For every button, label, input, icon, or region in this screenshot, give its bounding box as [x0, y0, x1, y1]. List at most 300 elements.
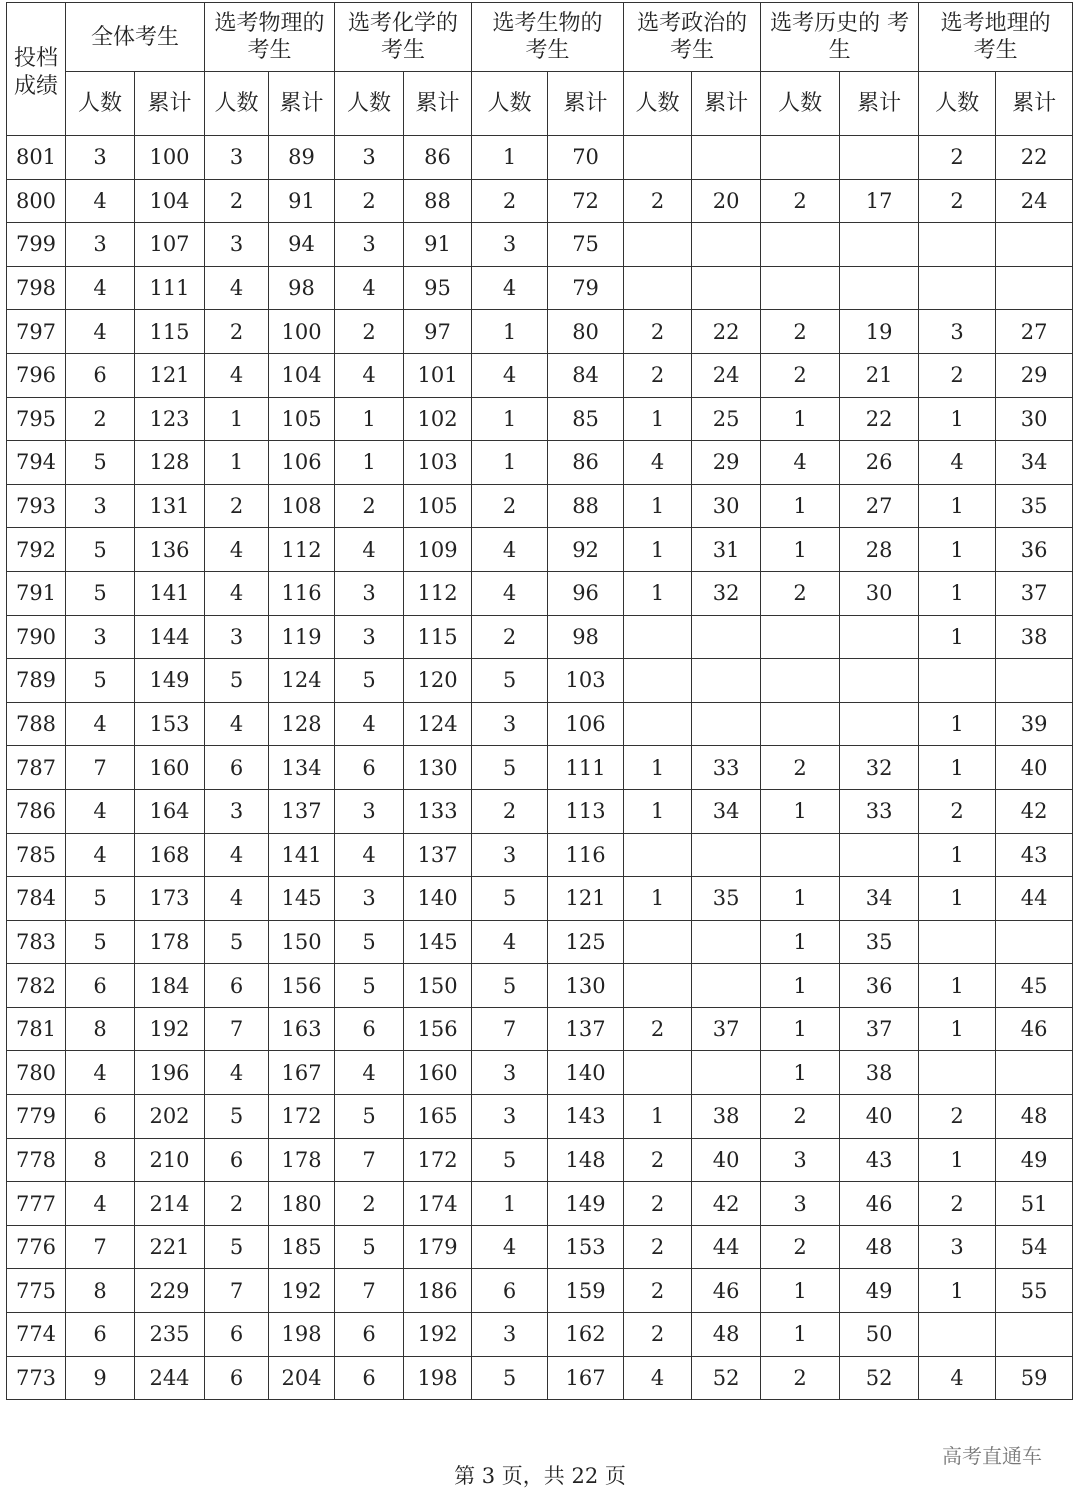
- score-cell: 786: [7, 789, 66, 833]
- table-cell: [840, 833, 919, 877]
- table-cell: 1: [624, 877, 692, 921]
- table-cell: [919, 659, 996, 703]
- table-cell: 143: [548, 1095, 624, 1139]
- header-cumulative: 累计: [404, 72, 472, 136]
- table-cell: 2: [624, 1269, 692, 1313]
- table-cell: 221: [135, 1225, 205, 1269]
- table-cell: 4: [335, 1051, 404, 1095]
- table-cell: 4: [66, 1051, 135, 1095]
- table-cell: 3: [205, 136, 269, 180]
- table-row: [7, 1356, 1073, 1400]
- table-cell: [996, 1313, 1073, 1357]
- table-cell: 31: [692, 528, 761, 572]
- table-cell: 46: [692, 1269, 761, 1313]
- table-cell: 7: [335, 1138, 404, 1182]
- table-cell: 128: [135, 441, 205, 485]
- table-cell: 2: [919, 1095, 996, 1139]
- table-cell: 4: [66, 833, 135, 877]
- table-cell: 5: [472, 1138, 548, 1182]
- table-cell: 6: [66, 964, 135, 1008]
- table-cell: 4: [205, 833, 269, 877]
- table-cell: 125: [548, 920, 624, 964]
- table-cell: [919, 1313, 996, 1357]
- table-cell: 244: [135, 1356, 205, 1400]
- table-cell: 107: [135, 223, 205, 267]
- table-cell: 1: [919, 1007, 996, 1051]
- table-cell: 131: [135, 484, 205, 528]
- table-cell: 1: [472, 310, 548, 354]
- table-cell: 5: [335, 1095, 404, 1139]
- table-cell: 5: [205, 1225, 269, 1269]
- table-cell: 115: [135, 310, 205, 354]
- table-cell: [761, 615, 840, 659]
- table-cell: 48: [840, 1225, 919, 1269]
- table-cell: [624, 659, 692, 703]
- table-cell: 5: [205, 920, 269, 964]
- table-cell: 80: [548, 310, 624, 354]
- table-cell: 5: [472, 877, 548, 921]
- table-cell: 4: [205, 528, 269, 572]
- table-cell: 3: [472, 223, 548, 267]
- table-cell: 2: [761, 353, 840, 397]
- table-cell: 4: [335, 833, 404, 877]
- table-cell: [761, 833, 840, 877]
- table-cell: 6: [66, 353, 135, 397]
- table-cell: 1: [624, 746, 692, 790]
- table-cell: 1: [624, 571, 692, 615]
- table-cell: 148: [548, 1138, 624, 1182]
- table-row: [7, 179, 1073, 223]
- table-cell: 5: [472, 964, 548, 1008]
- table-cell: 136: [135, 528, 205, 572]
- table-cell: 92: [548, 528, 624, 572]
- table-cell: [624, 964, 692, 1008]
- table-cell: 4: [205, 702, 269, 746]
- table-cell: 48: [692, 1313, 761, 1357]
- header-count: 人数: [472, 72, 548, 136]
- table-cell: 145: [404, 920, 472, 964]
- score-cell: 776: [7, 1225, 66, 1269]
- header-score: 投档 成绩: [7, 3, 66, 136]
- score-cell: 780: [7, 1051, 66, 1095]
- table-cell: 179: [404, 1225, 472, 1269]
- table-cell: 88: [548, 484, 624, 528]
- table-cell: 39: [996, 702, 1073, 746]
- table-cell: 4: [66, 1182, 135, 1226]
- table-cell: 5: [205, 1095, 269, 1139]
- table-cell: 6: [335, 1007, 404, 1051]
- table-cell: 153: [135, 702, 205, 746]
- table-cell: 59: [996, 1356, 1073, 1400]
- table-cell: [692, 223, 761, 267]
- header-group-physics: 选考物理的 考生: [205, 3, 335, 72]
- table-cell: 40: [996, 746, 1073, 790]
- table-cell: 35: [840, 920, 919, 964]
- table-cell: [761, 266, 840, 310]
- table-cell: [840, 136, 919, 180]
- table-row: [7, 702, 1073, 746]
- table-cell: 3: [472, 1051, 548, 1095]
- table-row: [7, 1182, 1073, 1226]
- table-cell: 43: [996, 833, 1073, 877]
- table-cell: 101: [404, 353, 472, 397]
- table-cell: 2: [624, 1313, 692, 1357]
- table-cell: 2: [624, 353, 692, 397]
- table-cell: 121: [135, 353, 205, 397]
- table-cell: 109: [404, 528, 472, 572]
- table-cell: 35: [692, 877, 761, 921]
- table-cell: 4: [472, 266, 548, 310]
- table-cell: 1: [919, 615, 996, 659]
- table-cell: [692, 615, 761, 659]
- table-cell: 2: [624, 1007, 692, 1051]
- table-cell: 35: [996, 484, 1073, 528]
- table-cell: 192: [269, 1269, 335, 1313]
- table-cell: 30: [692, 484, 761, 528]
- score-table: [6, 2, 1073, 1400]
- table-cell: 4: [472, 1225, 548, 1269]
- table-cell: 4: [472, 920, 548, 964]
- table-cell: 1: [919, 484, 996, 528]
- table-cell: 2: [919, 1182, 996, 1226]
- table-cell: 3: [919, 310, 996, 354]
- table-cell: 2: [919, 353, 996, 397]
- table-cell: 42: [996, 789, 1073, 833]
- table-cell: 86: [404, 136, 472, 180]
- table-cell: 2: [624, 1225, 692, 1269]
- table-row: [7, 615, 1073, 659]
- table-cell: 104: [269, 353, 335, 397]
- score-cell: 784: [7, 877, 66, 921]
- table-cell: 229: [135, 1269, 205, 1313]
- score-cell: 782: [7, 964, 66, 1008]
- table-cell: 4: [66, 702, 135, 746]
- table-cell: 1: [472, 441, 548, 485]
- table-cell: 115: [404, 615, 472, 659]
- table-cell: 28: [840, 528, 919, 572]
- table-cell: 162: [548, 1313, 624, 1357]
- table-cell: 3: [919, 1225, 996, 1269]
- table-cell: [692, 659, 761, 703]
- table-cell: 6: [66, 1313, 135, 1357]
- table-cell: 163: [269, 1007, 335, 1051]
- table-cell: 6: [205, 1138, 269, 1182]
- table-cell: 123: [135, 397, 205, 441]
- table-cell: 5: [335, 964, 404, 1008]
- table-cell: 105: [269, 397, 335, 441]
- table-cell: 116: [548, 833, 624, 877]
- table-cell: 100: [135, 136, 205, 180]
- table-cell: 210: [135, 1138, 205, 1182]
- table-cell: 2: [761, 1356, 840, 1400]
- table-cell: 149: [548, 1182, 624, 1226]
- table-cell: 46: [996, 1007, 1073, 1051]
- score-cell: 777: [7, 1182, 66, 1226]
- table-cell: 7: [66, 746, 135, 790]
- table-cell: 3: [335, 571, 404, 615]
- table-cell: 3: [335, 877, 404, 921]
- table-cell: 44: [692, 1225, 761, 1269]
- table-cell: 6: [335, 1356, 404, 1400]
- table-cell: 119: [269, 615, 335, 659]
- table-cell: 7: [66, 1225, 135, 1269]
- table-cell: 4: [205, 877, 269, 921]
- table-cell: 172: [404, 1138, 472, 1182]
- table-cell: 4: [624, 1356, 692, 1400]
- table-cell: 103: [548, 659, 624, 703]
- table-cell: [996, 1051, 1073, 1095]
- table-cell: 4: [761, 441, 840, 485]
- score-cell: 795: [7, 397, 66, 441]
- table-cell: 17: [840, 179, 919, 223]
- table-cell: 1: [919, 571, 996, 615]
- table-cell: 130: [548, 964, 624, 1008]
- table-cell: 94: [269, 223, 335, 267]
- table-cell: 2: [335, 1182, 404, 1226]
- table-cell: 173: [135, 877, 205, 921]
- table-row: [7, 1269, 1073, 1313]
- table-cell: 2: [472, 484, 548, 528]
- table-cell: [624, 702, 692, 746]
- table-cell: 108: [269, 484, 335, 528]
- table-cell: 52: [840, 1356, 919, 1400]
- table-cell: 4: [205, 353, 269, 397]
- table-row: [7, 1313, 1073, 1357]
- table-cell: 98: [269, 266, 335, 310]
- table-cell: 3: [66, 223, 135, 267]
- table-cell: 4: [472, 528, 548, 572]
- score-cell: 791: [7, 571, 66, 615]
- table-cell: 113: [548, 789, 624, 833]
- header-cumulative: 累计: [840, 72, 919, 136]
- header-group-geography: 选考地理的 考生: [919, 3, 1073, 72]
- table-cell: 141: [269, 833, 335, 877]
- table-cell: 3: [205, 789, 269, 833]
- table-cell: 1: [761, 920, 840, 964]
- table-cell: 128: [269, 702, 335, 746]
- table-cell: 144: [135, 615, 205, 659]
- table-cell: 45: [996, 964, 1073, 1008]
- table-cell: 185: [269, 1225, 335, 1269]
- table-cell: 26: [840, 441, 919, 485]
- score-cell: 789: [7, 659, 66, 703]
- table-cell: 4: [472, 353, 548, 397]
- table-cell: 1: [472, 397, 548, 441]
- table-cell: 159: [548, 1269, 624, 1313]
- score-cell: 785: [7, 833, 66, 877]
- table-cell: 49: [996, 1138, 1073, 1182]
- table-cell: 2: [335, 310, 404, 354]
- table-cell: [996, 920, 1073, 964]
- table-cell: 33: [840, 789, 919, 833]
- table-cell: [624, 833, 692, 877]
- score-cell: 798: [7, 266, 66, 310]
- table-cell: 130: [404, 746, 472, 790]
- table-cell: 198: [404, 1356, 472, 1400]
- table-cell: 1: [624, 1095, 692, 1139]
- score-cell: 775: [7, 1269, 66, 1313]
- table-cell: 5: [66, 659, 135, 703]
- table-header: [7, 3, 1073, 136]
- table-cell: 105: [404, 484, 472, 528]
- table-cell: 153: [548, 1225, 624, 1269]
- table-row: [7, 1095, 1073, 1139]
- table-cell: 4: [66, 179, 135, 223]
- table-cell: 25: [692, 397, 761, 441]
- table-cell: 2: [624, 1138, 692, 1182]
- score-cell: 788: [7, 702, 66, 746]
- table-cell: 5: [472, 746, 548, 790]
- score-cell: 787: [7, 746, 66, 790]
- table-cell: 4: [66, 310, 135, 354]
- table-cell: [692, 833, 761, 877]
- table-cell: 1: [205, 397, 269, 441]
- table-cell: [624, 223, 692, 267]
- table-cell: 198: [269, 1313, 335, 1357]
- table-cell: 36: [840, 964, 919, 1008]
- table-cell: 1: [919, 1138, 996, 1182]
- table-cell: 51: [996, 1182, 1073, 1226]
- table-cell: 50: [840, 1313, 919, 1357]
- table-cell: 1: [919, 1269, 996, 1313]
- score-cell: 797: [7, 310, 66, 354]
- table-row: [7, 397, 1073, 441]
- table-cell: 121: [548, 877, 624, 921]
- score-cell: 774: [7, 1313, 66, 1357]
- table-cell: 5: [472, 659, 548, 703]
- table-cell: 91: [269, 179, 335, 223]
- table-cell: 3: [335, 615, 404, 659]
- table-cell: 6: [472, 1269, 548, 1313]
- table-cell: 1: [624, 789, 692, 833]
- table-cell: 1: [335, 397, 404, 441]
- table-cell: 3: [472, 1095, 548, 1139]
- table-cell: 22: [692, 310, 761, 354]
- table-cell: 1: [919, 833, 996, 877]
- table-cell: 1: [761, 789, 840, 833]
- table-cell: 8: [66, 1138, 135, 1182]
- table-cell: 178: [269, 1138, 335, 1182]
- table-cell: 164: [135, 789, 205, 833]
- table-cell: 160: [404, 1051, 472, 1095]
- table-row: [7, 1051, 1073, 1095]
- table-cell: 2: [624, 179, 692, 223]
- table-cell: 120: [404, 659, 472, 703]
- table-cell: [840, 659, 919, 703]
- table-cell: 1: [761, 528, 840, 572]
- table-cell: 165: [404, 1095, 472, 1139]
- table-cell: [919, 920, 996, 964]
- table-cell: 1: [919, 397, 996, 441]
- table-cell: 55: [996, 1269, 1073, 1313]
- table-cell: 192: [135, 1007, 205, 1051]
- table-cell: 24: [996, 179, 1073, 223]
- table-cell: 3: [66, 136, 135, 180]
- table-cell: 134: [269, 746, 335, 790]
- table-cell: 6: [205, 964, 269, 1008]
- table-cell: 27: [840, 484, 919, 528]
- table-row: [7, 223, 1073, 267]
- table-cell: 3: [335, 223, 404, 267]
- table-cell: 149: [135, 659, 205, 703]
- table-row: [7, 833, 1073, 877]
- table-cell: [996, 659, 1073, 703]
- table-row: [7, 877, 1073, 921]
- table-row: [7, 441, 1073, 485]
- table-row: [7, 528, 1073, 572]
- table-cell: 42: [692, 1182, 761, 1226]
- table-row: [7, 484, 1073, 528]
- score-cell: 794: [7, 441, 66, 485]
- table-cell: 1: [919, 702, 996, 746]
- header-group-history: 选考历史的 考 生: [761, 3, 919, 72]
- table-cell: 44: [996, 877, 1073, 921]
- table-cell: 86: [548, 441, 624, 485]
- table-cell: 104: [135, 179, 205, 223]
- table-cell: [692, 964, 761, 1008]
- table-cell: 2: [472, 615, 548, 659]
- table-cell: 2: [205, 179, 269, 223]
- table-cell: 5: [335, 920, 404, 964]
- table-cell: 34: [996, 441, 1073, 485]
- table-cell: [624, 920, 692, 964]
- table-cell: 36: [996, 528, 1073, 572]
- table-cell: 112: [269, 528, 335, 572]
- table-cell: [840, 702, 919, 746]
- table-cell: 3: [335, 789, 404, 833]
- table-cell: [692, 266, 761, 310]
- table-cell: [692, 1051, 761, 1095]
- table-cell: 88: [404, 179, 472, 223]
- table-cell: 1: [919, 877, 996, 921]
- table-cell: 91: [404, 223, 472, 267]
- page-number: 第 3 页，共 22 页: [454, 1464, 626, 1488]
- table-cell: 2: [472, 789, 548, 833]
- table-cell: 1: [919, 746, 996, 790]
- table-cell: 180: [269, 1182, 335, 1226]
- table-cell: 5: [205, 659, 269, 703]
- table-cell: 174: [404, 1182, 472, 1226]
- table-cell: 168: [135, 833, 205, 877]
- score-cell: 778: [7, 1138, 66, 1182]
- table-cell: 4: [205, 1051, 269, 1095]
- table-cell: 2: [624, 1182, 692, 1226]
- table-row: [7, 746, 1073, 790]
- table-cell: 7: [205, 1007, 269, 1051]
- score-cell: 779: [7, 1095, 66, 1139]
- table-cell: 6: [335, 746, 404, 790]
- table-cell: 4: [335, 528, 404, 572]
- table-cell: 2: [335, 484, 404, 528]
- table-cell: 167: [269, 1051, 335, 1095]
- table-cell: 37: [840, 1007, 919, 1051]
- table-cell: 137: [404, 833, 472, 877]
- table-cell: 20: [692, 179, 761, 223]
- table-cell: 2: [205, 484, 269, 528]
- table-cell: 97: [404, 310, 472, 354]
- table-cell: 2: [472, 179, 548, 223]
- table-cell: 3: [66, 615, 135, 659]
- table-cell: 1: [761, 877, 840, 921]
- table-row: [7, 571, 1073, 615]
- table-row: [7, 353, 1073, 397]
- table-cell: 38: [840, 1051, 919, 1095]
- table-cell: 6: [66, 1095, 135, 1139]
- watermark-text: 高考直通车: [942, 1444, 1042, 1468]
- table-row: [7, 659, 1073, 703]
- table-cell: 137: [269, 789, 335, 833]
- table-cell: 2: [66, 397, 135, 441]
